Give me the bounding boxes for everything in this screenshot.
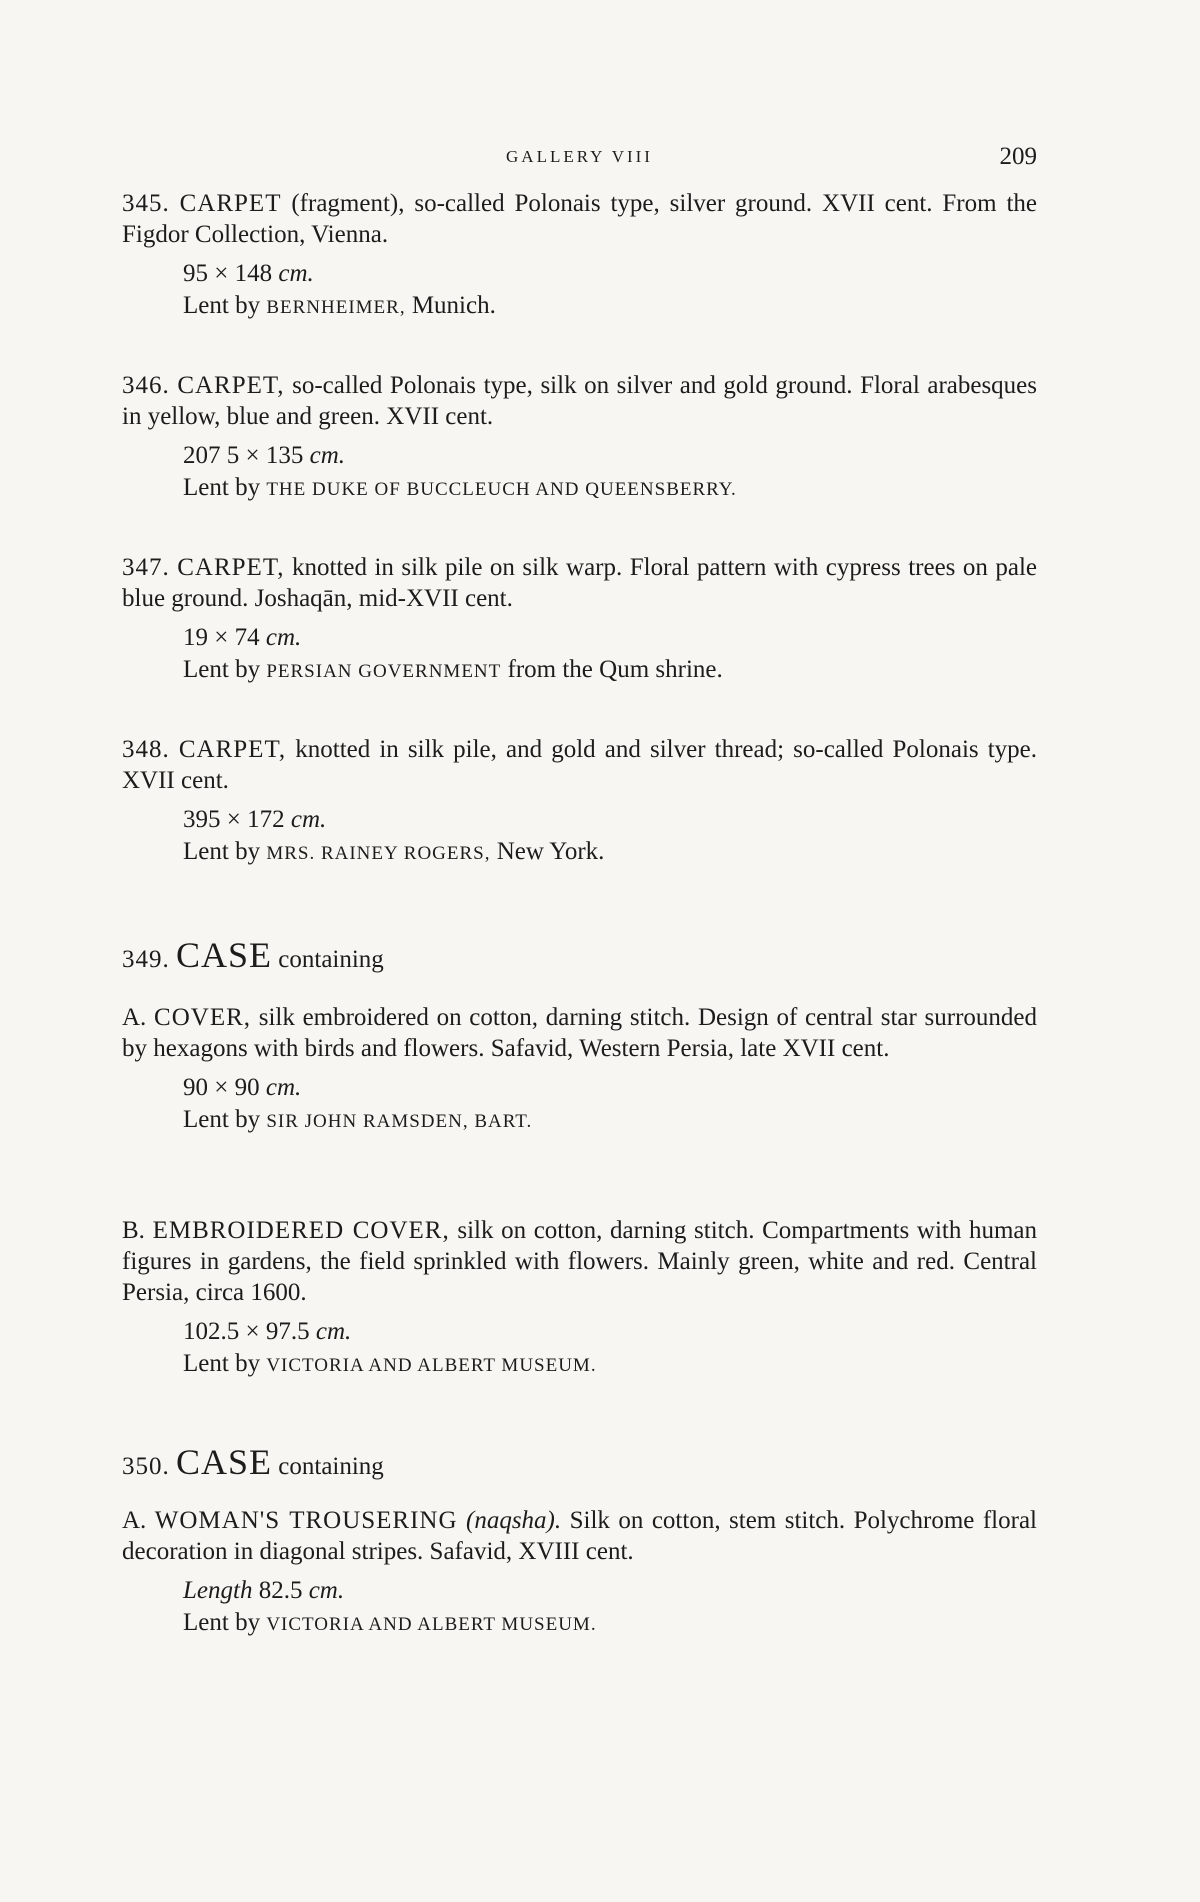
- entry-text: [122, 734, 1037, 796]
- case-heading-line: [122, 1442, 1037, 1482]
- dimensions-value: 90 × 90: [183, 1074, 260, 1101]
- entry-number: 349.: [122, 946, 170, 973]
- entry-text: [122, 188, 1037, 250]
- catalogue-entry-345: [122, 188, 1037, 324]
- length-label: Length: [183, 1577, 253, 1604]
- entry-description: so-called Polonais type, silk on silver and gold ground. Floral arabesques in yellow, blue and green. XVII cent.: [122, 372, 1038, 430]
- length-unit: cm.: [308, 1577, 345, 1604]
- dimensions-value: 95 × 148: [183, 260, 273, 287]
- dimensions-value: 207 5 × 135: [183, 442, 304, 469]
- dimensions-unit: cm.: [290, 806, 327, 833]
- item-dimensions: [122, 1316, 1037, 1347]
- lent-prefix: Lent by: [183, 838, 261, 865]
- lent-prefix: Lent by: [183, 656, 261, 683]
- entry-dimensions: [122, 440, 1037, 471]
- item-dimensions: [122, 1072, 1037, 1103]
- lender-location: New York.: [496, 838, 605, 865]
- case-349-item-b: [122, 1215, 1037, 1382]
- entry-description: (fragment), so-called Polonais type, silver ground. XVII cent. From the Figdor Collection, Vienna.: [122, 190, 1037, 248]
- item-label: B.: [122, 1217, 145, 1244]
- case-350-item-a: [122, 1505, 1037, 1641]
- running-head: GALLERY VIII: [506, 147, 653, 166]
- lender-location: from the Qum shrine.: [507, 656, 723, 683]
- case-heading: CASE: [176, 1442, 273, 1482]
- dimensions-unit: cm.: [265, 1074, 302, 1101]
- item-heading: WOMAN'S TROUSERING: [154, 1507, 458, 1534]
- case-suffix: containing: [278, 946, 384, 973]
- case-heading-line: [122, 935, 1037, 975]
- catalogue-entry-347: [122, 552, 1037, 688]
- lender-name: THE DUKE OF BUCCLEUCH AND QUEENSBERRY.: [266, 479, 737, 500]
- dimensions-unit: cm.: [278, 260, 314, 287]
- entry-dimensions: [122, 622, 1037, 653]
- item-heading: EMBROIDERED COVER,: [152, 1217, 450, 1244]
- dimensions-unit: cm.: [309, 442, 346, 469]
- length-value: 82.5: [258, 1577, 303, 1604]
- lender-name: BERNHEIMER,: [266, 297, 406, 318]
- entry-heading: CARPET,: [178, 736, 287, 763]
- catalogue-entry-349: [122, 935, 1037, 975]
- entry-text: [122, 1505, 1037, 1567]
- entry-description: knotted in silk pile, and gold and silver thread; so-called Polonais type. XVII cent.: [122, 736, 1038, 794]
- lender-name: MRS. RAINEY ROGERS,: [266, 843, 491, 864]
- item-lender-line: [122, 1606, 1037, 1641]
- item-label: A.: [122, 1004, 147, 1031]
- item-length: [122, 1575, 1037, 1606]
- entry-heading: CARPET,: [177, 554, 285, 581]
- lent-prefix: Lent by: [183, 292, 261, 319]
- page-number: 209: [999, 143, 1037, 170]
- entry-heading: CARPET: [179, 190, 282, 217]
- lent-prefix: Lent by: [183, 1609, 261, 1636]
- catalogue-entry-350: [122, 1442, 1037, 1482]
- lender-location: Munich.: [411, 292, 496, 319]
- entry-description: knotted in silk pile on silk warp. Floral pattern with cypress trees on pale blue ground. Joshaqān, mid-XVII cent.: [122, 554, 1037, 612]
- dimensions-value: 19 × 74: [183, 624, 260, 651]
- item-description: silk embroidered on cotton, darning stitch. Design of central star surrounded by hexagons with birds and flowers. Safavid, Western Persia, late XVII cent.: [122, 1004, 1038, 1062]
- dimensions-value: 102.5 × 97.5: [183, 1318, 310, 1345]
- item-description: Silk on cotton, stem stitch. Polychrome floral decoration in diagonal stripes. Safavid, XVIII cent.: [122, 1507, 1037, 1565]
- entry-number: 350.: [122, 1453, 170, 1480]
- catalogue-entry-348: [122, 734, 1037, 870]
- entry-number: 345.: [122, 190, 170, 217]
- item-heading: COVER,: [154, 1004, 252, 1031]
- entry-number: 346.: [122, 372, 170, 399]
- item-lender-line: [122, 1347, 1037, 1382]
- entry-number: 347.: [122, 554, 170, 581]
- lender-name: PERSIAN GOVERNMENT: [266, 661, 502, 682]
- lender-name: VICTORIA AND ALBERT MUSEUM.: [266, 1614, 597, 1635]
- entry-dimensions: [122, 804, 1037, 835]
- lent-prefix: Lent by: [183, 1106, 261, 1133]
- item-label: A.: [122, 1507, 147, 1534]
- lent-prefix: Lent by: [183, 474, 261, 501]
- case-349-item-a: [122, 1002, 1037, 1138]
- catalogue-entry-346: [122, 370, 1037, 506]
- item-italic-term: (naqsha).: [466, 1507, 562, 1534]
- entry-text: [122, 370, 1037, 432]
- entry-lender-line: [122, 471, 1037, 506]
- lender-name: VICTORIA AND ALBERT MUSEUM.: [266, 1355, 597, 1376]
- dimensions-value: 395 × 172: [183, 806, 285, 833]
- entry-heading: CARPET,: [177, 372, 285, 399]
- entry-text: [122, 552, 1037, 614]
- entry-text: [122, 1215, 1037, 1308]
- entry-text: [122, 1002, 1037, 1064]
- item-description: silk on cotton, darning stitch. Compartments with human figures in gardens, the field sprinkled with flowers. Mainly green, white and red. Central Persia, circa 1600.: [122, 1217, 1037, 1306]
- dimensions-unit: cm.: [265, 624, 302, 651]
- entry-number: 348.: [122, 736, 170, 763]
- entry-dimensions: [122, 258, 1037, 289]
- dimensions-unit: cm.: [315, 1318, 352, 1345]
- item-lender-line: [122, 1103, 1037, 1138]
- case-heading: CASE: [176, 935, 273, 975]
- entry-lender-line: [122, 653, 1037, 688]
- entry-lender-line: [122, 289, 1037, 324]
- case-suffix: containing: [278, 1453, 384, 1480]
- entry-lender-line: [122, 835, 1037, 870]
- lender-name: SIR JOHN RAMSDEN, BART.: [266, 1111, 533, 1132]
- page-header: [122, 143, 1037, 177]
- lent-prefix: Lent by: [183, 1350, 261, 1377]
